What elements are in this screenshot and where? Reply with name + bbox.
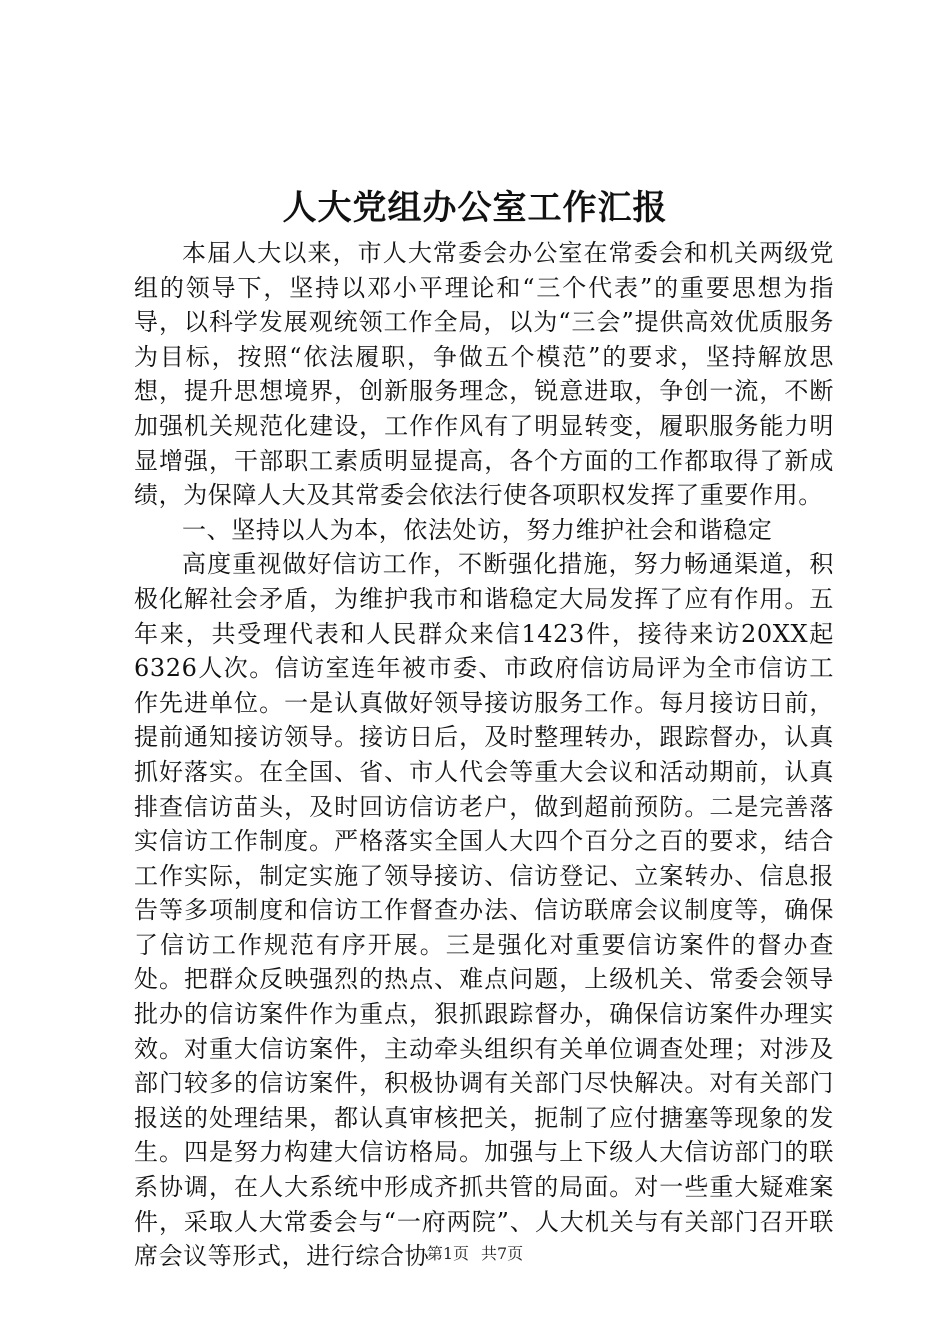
document-title: 人大党组办公室工作汇报 xyxy=(282,188,668,228)
page-number-total: 共7页 xyxy=(481,1244,524,1263)
page-footer xyxy=(0,1242,950,1266)
page-number-current: 第1页 xyxy=(426,1244,469,1263)
document-body xyxy=(134,236,834,1274)
section-heading: 一、坚持以人为本，依法处访，努力维护社会和谐稳定 xyxy=(182,515,773,544)
intro-paragraph: 本届人大以来，市人大常委会办公室在常委会和机关两级党组的领导下，坚持以邓小平理论和“三个代表”的重要思想为指导，以科学发展观统领工作全局，以为“三会”提供高效优质服务为目标，按照“依法履职，争做五个模范”的要求，坚持解放思想，提升思想境界，创新服务理念，锐意进取，争创一流，不断加强机关规范化建设，工作作风有了明显转变，履职服务能力明显增强，干部职工素质明显提高，各个方面的工作都取得了新成绩，为保障人大及其常委会依法行使各项职权发挥了重要作用。 xyxy=(134,239,834,510)
section-paragraph: 高度重视做好信访工作，不断强化措施，努力畅通渠道，积极化解社会矛盾，为维护我市和谐稳定大局发挥了应有作用。五年来，共受理代表和人民群众来信1423件，接待来访20XX起6326人次。信访室连年被市委、市政府信访局评为全市信访工作先进单位。一是认真做好领导接访服务工作。每月接访日前，提前通知接访领导。接访日后，及时整理转办，跟踪督办，认真抓好落实。在全国、省、市人代会等重大会议和活动期前，认真排查信访苗头，及时回访信访老户，做到超前预防。二是完善落实信访工作制度。严格落实全国人大四个百分之百的要求，结合工作实际，制定实施了领导接访、信访登记、立案转办、信息报告等多项制度和信访工作督查办法、信访联席会议制度等，确保了信访工作规范有序开展。三是强化对重要信访案件的督办查处。把群众反映强烈的热点、难点问题，上级机关、常委会领导批办的信访案件作为重点，狠抓跟踪督办，确保信访案件办理实效。对重大信访案件，主动牵头组织有关单位调查处理；对涉及部门较多的信访案件，积极协调有关部门尽快解决。对有关部门报送的处理结果，都认真审核把关，扼制了应付搪塞等现象的发生。四是努力构建大信访格局。加强与上下级人大信访部门的联系协调，在人大系统中形成齐抓共管的局面。对一些重大疑难案件，采取人大常委会与“一府两院”、人大机关与有关部门召开联席会议等形式，进行综合协 xyxy=(134,550,834,1271)
